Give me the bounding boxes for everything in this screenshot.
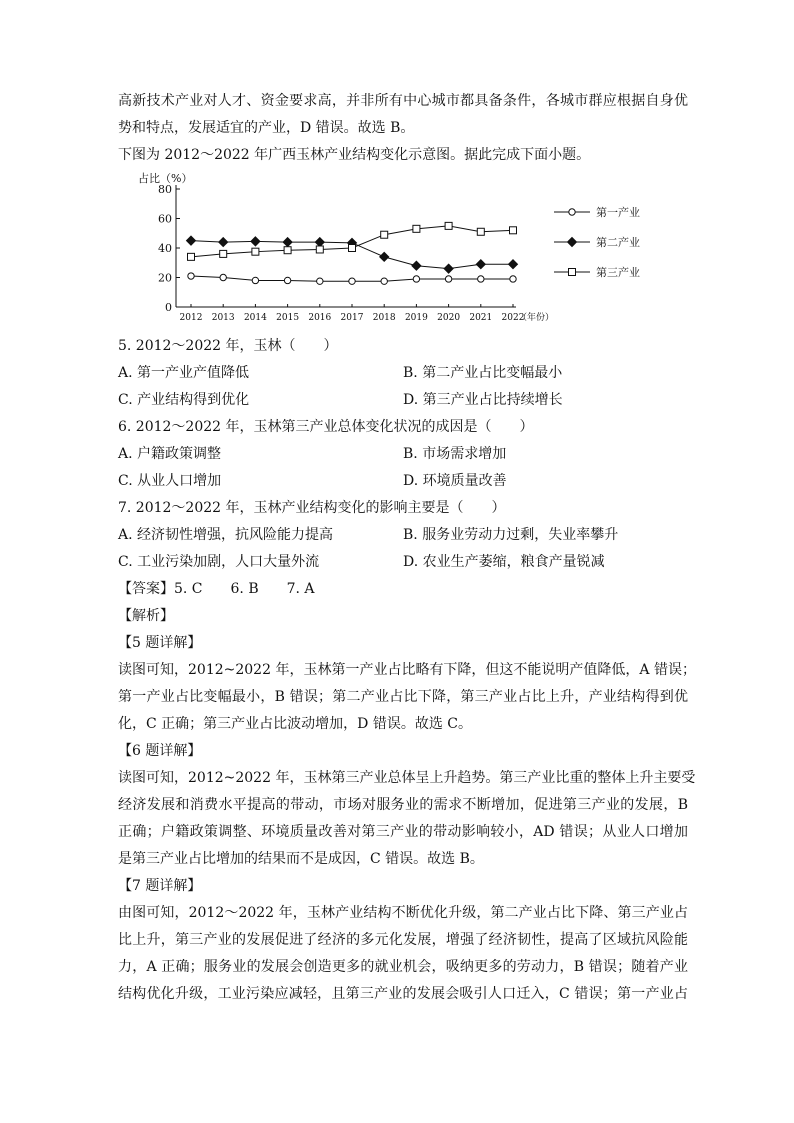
answer-line: 【答案】5. C 6. B 7. A bbox=[118, 581, 315, 597]
text-line: 第一产业占比变幅最小，B 错误；第二产业占比下降，第三产业占比上升，产业结构得到优 bbox=[118, 689, 688, 705]
question-stem: 5. 2012～2022 年，玉林（ ） bbox=[118, 338, 338, 354]
x-tick-label: 2018 bbox=[372, 313, 396, 323]
data-point bbox=[478, 276, 484, 282]
detail-6 bbox=[118, 738, 696, 873]
option-d[interactable]: D. 农业生产萎缩，粮食产量锐减 bbox=[403, 554, 605, 570]
question-group-stem: 下图为 2012～2022 年广西玉林产业结构变化示意图。据此完成下面小题。 bbox=[118, 147, 591, 163]
industry-structure-chart bbox=[118, 171, 688, 331]
data-point bbox=[445, 222, 452, 229]
y-tick-label: 80 bbox=[158, 183, 172, 196]
intro-paragraph bbox=[118, 88, 688, 169]
x-tick-label: 2020 bbox=[437, 313, 461, 323]
data-point bbox=[349, 245, 356, 252]
legend-label: 第三产业 bbox=[596, 266, 640, 279]
data-point bbox=[220, 274, 226, 280]
text-line: 比上升，第三产业的发展促进了经济的多元化发展，增强了经济韧性，提高了区域抗风险能 bbox=[118, 932, 688, 948]
y-tick-label: 20 bbox=[158, 271, 172, 285]
option-row bbox=[118, 468, 688, 495]
question-5 bbox=[118, 333, 688, 414]
data-point bbox=[252, 277, 258, 283]
data-point bbox=[284, 247, 291, 254]
y-tick-label: 0 bbox=[165, 301, 172, 314]
question-stem: 7. 2012～2022 年，玉林产业结构变化的影响主要是（ ） bbox=[118, 500, 506, 516]
option-b[interactable]: B. 市场需求增加 bbox=[403, 446, 507, 462]
data-point bbox=[349, 278, 355, 284]
x-tick-label: 2014 bbox=[243, 313, 267, 323]
text-line: 读图可知，2012~2022 年，玉林第三产业总体呈上升趋势。第三产业比重的整体上升主要受 bbox=[118, 770, 696, 786]
detail-7 bbox=[118, 873, 688, 1008]
y-axis-label: 占比（%） bbox=[138, 172, 193, 185]
line-chart bbox=[118, 171, 688, 331]
text-line: 经济发展和消费水平提高的带动，市场对服务业的需求不断增加，促进第三产业的发展，B bbox=[118, 797, 688, 813]
detail-5 bbox=[118, 630, 696, 738]
data-point bbox=[251, 237, 260, 246]
option-row bbox=[118, 549, 688, 576]
analysis-heading: 【解析】 bbox=[118, 608, 174, 624]
x-tick-label: 2013 bbox=[211, 313, 235, 323]
data-point bbox=[317, 278, 323, 284]
x-tick-label: 2012 bbox=[179, 313, 203, 323]
option-a[interactable]: A. 经济韧性增强，抗风险能力提高 bbox=[118, 527, 334, 543]
option-c[interactable]: C. 产业结构得到优化 bbox=[118, 392, 250, 408]
text-line: 力，A 正确；服务业的发展会创造更多的就业机会，吸纳更多的劳动力，B 错误；随着产业 bbox=[118, 959, 688, 975]
text-line: 是第三产业占比增加的结果而不是成因，C 错误。故选 B。 bbox=[118, 851, 484, 867]
legend-marker bbox=[569, 209, 575, 215]
text-line: 化，C 正确；第三产业占比波动增加，D 错误。故选 C。 bbox=[118, 716, 472, 732]
text-line: 正确；户籍政策调整、环境质量改善对第三产业的带动影响较小，AD 错误；从业人口增加 bbox=[118, 824, 688, 840]
data-point bbox=[510, 227, 517, 234]
x-tick-label: 2015 bbox=[276, 313, 300, 323]
data-point bbox=[188, 273, 194, 279]
option-b[interactable]: B. 服务业劳动力过剩，失业率攀升 bbox=[403, 527, 619, 543]
data-point bbox=[252, 248, 259, 255]
text-line: 结构优化升级，工业污染应减轻，且第三产业的发展会吸引人口迁入，C 错误；第一产业占 bbox=[118, 986, 688, 1002]
data-point bbox=[413, 276, 419, 282]
data-point bbox=[381, 231, 388, 238]
legend-label: 第一产业 bbox=[596, 206, 640, 219]
data-point bbox=[412, 261, 421, 270]
data-point bbox=[413, 225, 420, 232]
x-tick-label: 2017 bbox=[340, 313, 364, 323]
y-tick-label: 60 bbox=[158, 212, 172, 226]
data-point bbox=[445, 276, 451, 282]
option-a[interactable]: A. 第一产业产值降低 bbox=[118, 365, 250, 381]
data-point bbox=[510, 276, 516, 282]
data-point bbox=[381, 278, 387, 284]
x-axis-label: （年份） bbox=[518, 313, 555, 323]
data-point bbox=[188, 253, 195, 260]
data-point bbox=[380, 252, 389, 261]
x-tick-label: 2019 bbox=[404, 313, 428, 323]
detail-heading: 【6 题详解】 bbox=[118, 743, 202, 759]
data-point bbox=[220, 250, 227, 257]
text-line: 读图可知，2012~2022 年，玉林第一产业占比略有下降，但这不能说明产值降低，A 错误； bbox=[118, 662, 696, 678]
legend-marker bbox=[569, 269, 576, 276]
option-d[interactable]: D. 第三产业占比持续增长 bbox=[403, 392, 563, 408]
legend-label: 第二产业 bbox=[596, 236, 640, 249]
legend-marker bbox=[568, 238, 577, 247]
option-c[interactable]: C. 从业人口增加 bbox=[118, 473, 222, 489]
data-point bbox=[283, 238, 292, 247]
text-line: 高新技术产业对人才、资金要求高，并非所有中心城市都具备条件，各城市群应根据自身优 bbox=[118, 93, 688, 109]
x-tick-label: 2016 bbox=[308, 313, 332, 323]
document-page bbox=[118, 88, 696, 1008]
data-point bbox=[509, 260, 518, 269]
data-point bbox=[316, 246, 323, 253]
y-tick-label: 40 bbox=[158, 242, 172, 255]
option-a[interactable]: A. 户籍政策调整 bbox=[118, 446, 222, 462]
data-point bbox=[219, 238, 228, 247]
question-stem: 6. 2012～2022 年，玉林第三产业总体变化状况的成因是（ ） bbox=[118, 419, 534, 435]
text-line: 由图可知，2012～2022 年，玉林产业结构不断优化升级，第二产业占比下降、第三产业占 bbox=[118, 905, 688, 921]
question-7 bbox=[118, 495, 688, 576]
data-point bbox=[477, 228, 484, 235]
data-point bbox=[444, 264, 453, 273]
option-d[interactable]: D. 环境质量改善 bbox=[403, 473, 507, 489]
option-b[interactable]: B. 第二产业占比变幅最小 bbox=[403, 365, 563, 381]
option-row bbox=[118, 441, 688, 468]
option-row bbox=[118, 360, 688, 387]
data-point bbox=[187, 236, 196, 245]
x-tick-label: 2022 bbox=[501, 313, 525, 323]
data-point bbox=[476, 260, 485, 269]
x-tick-label: 2021 bbox=[469, 313, 493, 323]
data-point bbox=[284, 277, 290, 283]
data-point bbox=[315, 238, 324, 247]
text-line: 势和特点，发展适宜的产业，D 错误。故选 B。 bbox=[118, 120, 415, 136]
option-row bbox=[118, 387, 688, 414]
detail-heading: 【7 题详解】 bbox=[118, 878, 202, 894]
detail-heading: 【5 题详解】 bbox=[118, 635, 202, 651]
question-6 bbox=[118, 414, 688, 495]
option-row bbox=[118, 522, 688, 549]
option-c[interactable]: C. 工业污染加剧，人口大量外流 bbox=[118, 554, 320, 570]
